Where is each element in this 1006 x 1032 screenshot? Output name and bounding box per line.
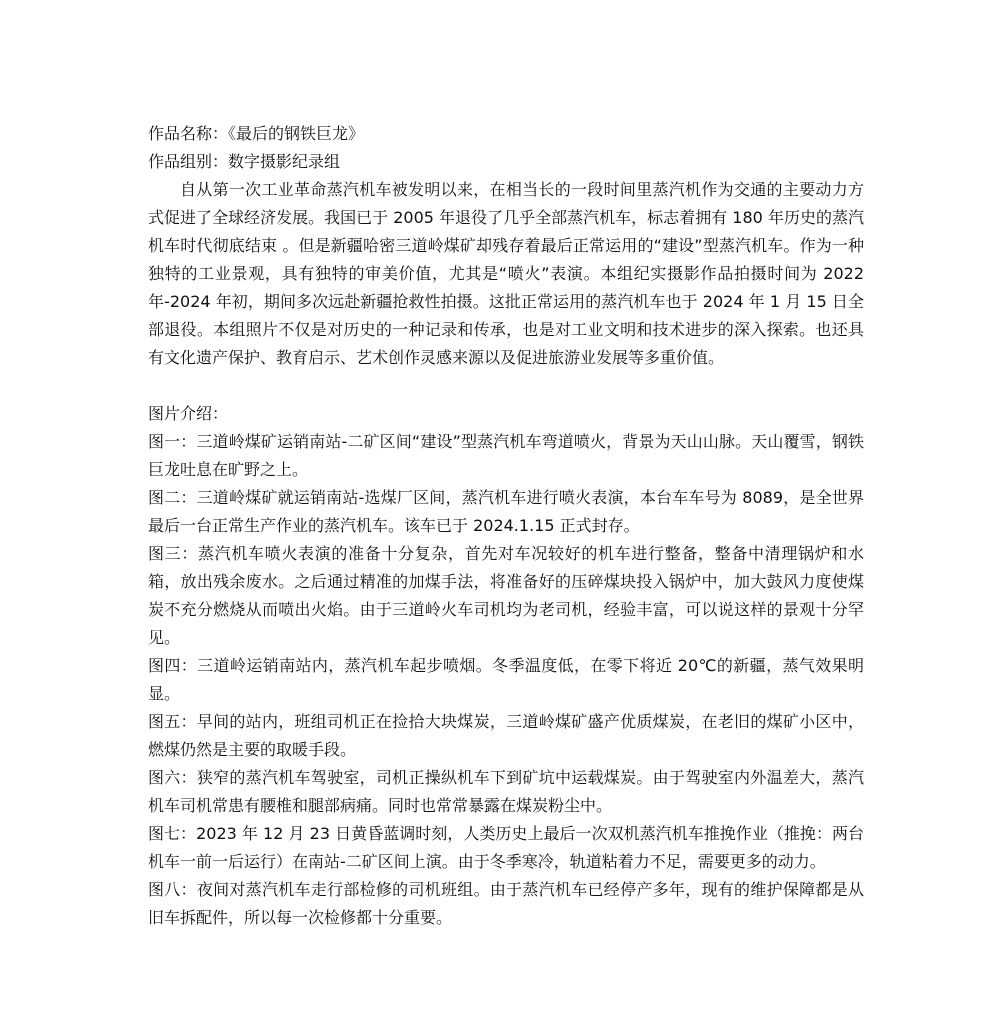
work-title-line: 作品名称：《最后的钢铁巨龙》 [148, 124, 365, 143]
section-heading: 图片介绍： [148, 404, 229, 423]
caption-2: 图二：三道岭煤矿就运销南站-选煤厂区间，蒸汽机车进行喷火表演，本台车车号为 8089，是全世界最后一台正常生产作业的蒸汽机车。该车已于 2024.1.15 正式封存。 [148, 488, 864, 535]
caption-6: 图六：狭窄的蒸汽机车驾驶室，司机正操纵机车下到矿坑中运载煤炭。由于驾驶室内外温差大，蒸汽机车司机常患有腰椎和腿部病痛。同时也常常暴露在煤炭粉尘中。 [148, 768, 864, 815]
work-group-line: 作品组别：数字摄影纪录组 [148, 152, 341, 171]
paragraph-spacer [148, 372, 864, 400]
document-page [148, 120, 864, 932]
caption-8: 图八：夜间对蒸汽机车走行部检修的司机班组。由于蒸汽机车已经停产多年，现有的维护保障都是从旧车拆配件，所以每一次检修都十分重要。 [148, 880, 864, 927]
caption-3: 图三：蒸汽机车喷火表演的准备十分复杂，首先对车况较好的机车进行整备，整备中清理锅炉和水箱，放出残余废水。之后通过精准的加煤手法，将准备好的压碎煤块投入锅炉中，加大鼓风力度使煤炭不充分燃烧从而喷出火焰。由于三道岭火车司机均为老司机，经验丰富，可以说这样的景观十分罕见。 [148, 544, 864, 647]
intro-paragraph: 自从第一次工业革命蒸汽机车被发明以来，在相当长的一段时间里蒸汽机作为交通的主要动力方式促进了全球经济发展。我国已于 2005 年退役了几乎全部蒸汽机车，标志着拥有 180 年历史的蒸汽机车时代彻底结束 。但是新疆哈密三道岭煤矿却残存着最后正常运用的“建设”型蒸汽机车。作为一种独特的工业景观，具有独特的审美价值，尤其是“喷火”表演。本组纪实摄影作品拍摄时间为 2022 年-2024 年初，期间多次远赴新疆抢救性拍摄。这批正常运用的蒸汽机车也于 2024 年 1 月 15 日全部退役。本组照片不仅是对历史的一种记录和传承，也是对工业文明和技术进步的深入探索。也还具有文化遗产保护、教育启示、艺术创作灵感来源以及促进旅游业发展等多重价值。 [148, 180, 864, 367]
caption-5: 图五：早间的站内，班组司机正在捡拾大块煤炭，三道岭煤矿盛产优质煤炭，在老旧的煤矿小区中，燃煤仍然是主要的取暖手段。 [148, 712, 864, 759]
caption-7: 图七：2023 年 12 月 23 日黄昏蓝调时刻，人类历史上最后一次双机蒸汽机车推挽作业（推挽：两台机车一前一后运行）在南站-二矿区间上演。由于冬季寒冷，轨道粘着力不足，需要更多的动力。 [148, 824, 864, 871]
caption-4: 图四：三道岭运销南站内，蒸汽机车起步喷烟。冬季温度低，在零下将近 20℃的新疆，蒸气效果明显。 [148, 656, 864, 703]
caption-1: 图一：三道岭煤矿运销南站-二矿区间“建设”型蒸汽机车弯道喷火，背景为天山山脉。天山覆雪，钢铁巨龙吐息在旷野之上。 [148, 432, 864, 479]
